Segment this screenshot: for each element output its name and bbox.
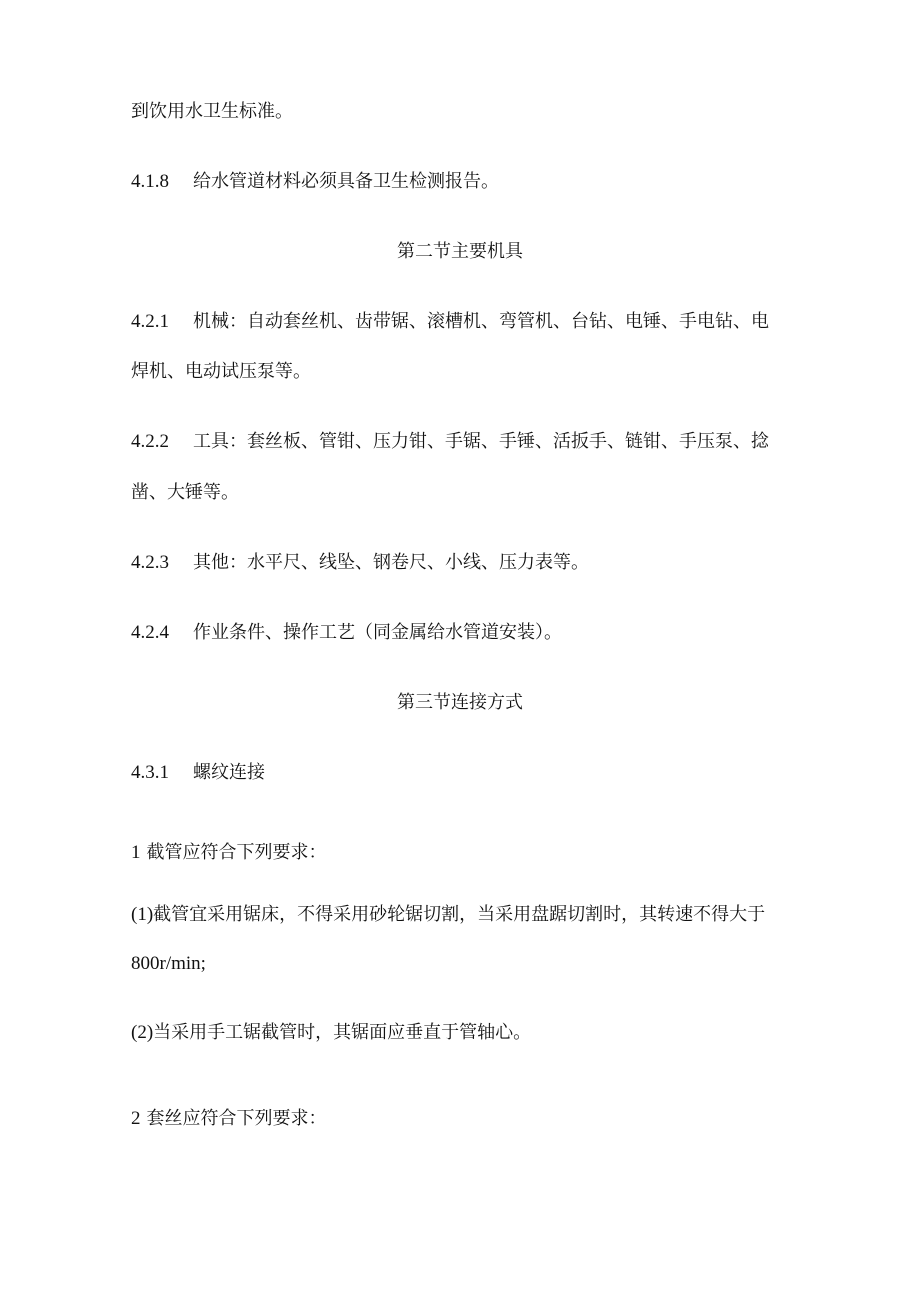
list-item-number: 1 xyxy=(131,842,141,863)
sub-item-number: (1) xyxy=(131,904,154,925)
clause-number: 4.2.4 xyxy=(131,622,169,643)
clause-text: 螺纹连接 xyxy=(193,762,265,783)
list-item-text: 套丝应符合下列要求： xyxy=(146,1108,327,1129)
clause-number: 4.3.1 xyxy=(131,762,169,783)
clause-4-1-8 xyxy=(131,170,499,194)
section-title-3 xyxy=(0,691,920,715)
speed-value: 800r/min; xyxy=(131,953,206,974)
section-title-text: 第二节主要机具 xyxy=(397,241,523,262)
clause-4-2-2 xyxy=(131,430,769,454)
list-item-number: 2 xyxy=(131,1108,141,1129)
clause-4-2-1-cont xyxy=(131,360,311,384)
sub-item-1-cont xyxy=(131,952,206,976)
clause-number: 4.2.1 xyxy=(131,311,169,332)
section-title-2 xyxy=(0,240,920,264)
clause-text: 给水管道材料必须具备卫生检测报告。 xyxy=(193,171,499,192)
list-item-2 xyxy=(131,1107,327,1131)
clause-number: 4.1.8 xyxy=(131,171,169,192)
paragraph-continuation xyxy=(131,100,293,124)
clause-text-continuation: 凿、大锤等。 xyxy=(131,482,239,503)
clause-4-2-3 xyxy=(131,551,589,575)
sub-item-2 xyxy=(131,1021,531,1045)
clause-text-continuation: 焊机、电动试压泵等。 xyxy=(131,361,311,382)
sub-item-number: (2) xyxy=(131,1022,154,1043)
sub-item-text: 截管宜采用锯床，不得采用砂轮锯切割，当采用盘踞切割时，其转速不得大于 xyxy=(153,904,766,925)
clause-number: 4.2.2 xyxy=(131,431,169,452)
clause-4-2-2-cont xyxy=(131,481,239,505)
clause-4-2-1 xyxy=(131,310,769,334)
clause-text: 工具：套丝板、管钳、压力钳、手锯、手锤、活扳手、链钳、手压泵、捻 xyxy=(193,431,769,452)
clause-text: 其他：水平尺、线坠、钢卷尺、小线、压力表等。 xyxy=(193,552,589,573)
clause-text: 作业条件、操作工艺（同金属给水管道安装）。 xyxy=(193,622,562,643)
sub-item-text: 当采用手工锯截管时，其锯面应垂直于管轴心。 xyxy=(153,1022,532,1043)
paragraph-text: 到饮用水卫生标准。 xyxy=(131,101,293,122)
clause-number: 4.2.3 xyxy=(131,552,169,573)
clause-text: 机械：自动套丝机、齿带锯、滚槽机、弯管机、台钻、电锤、手电钻、电 xyxy=(193,311,769,332)
clause-4-2-4 xyxy=(131,621,562,645)
section-title-text: 第三节连接方式 xyxy=(397,692,523,713)
list-item-text: 截管应符合下列要求： xyxy=(146,842,327,863)
list-item-1 xyxy=(131,841,327,865)
sub-item-1 xyxy=(131,903,765,927)
clause-4-3-1 xyxy=(131,761,265,785)
